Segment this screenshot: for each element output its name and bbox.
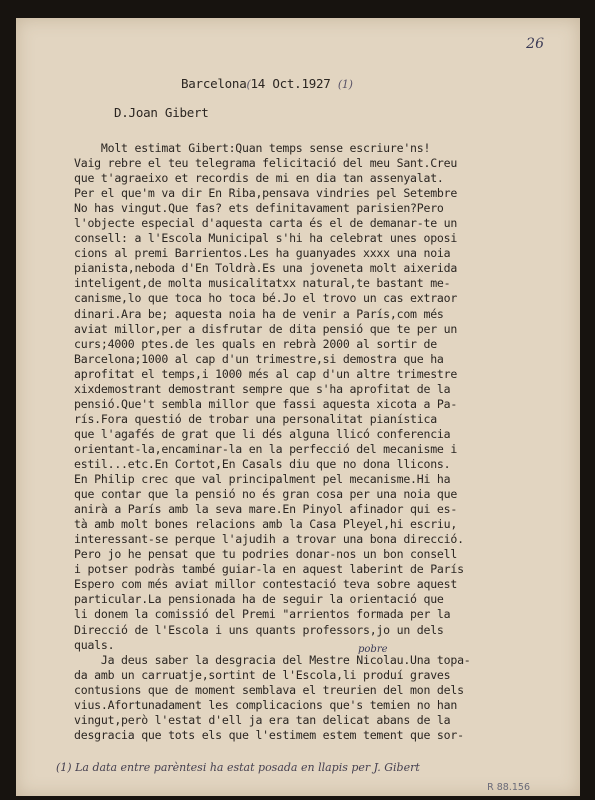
letter-line: que contar que la pensió no és gran cosa per una noia que [74, 487, 458, 502]
letter-line: En Philip crec que val principalment pel mecanisme.Hi ha [74, 472, 451, 487]
letter-line: Molt estimat Gibert:Quan temps sense escriure'ns! [74, 141, 431, 155]
letter-line: pianista,neboda d'En Toldrà.Es una joveneta molt aixerida [74, 261, 458, 276]
dateline-date: 14 Oct.1927 [250, 76, 331, 91]
letter-line: cions al premi Barrientos.Les ha guanyades xxxx una noia [74, 246, 451, 261]
letter-body [74, 141, 471, 743]
letter-line: tà amb molt bones relacions amb la Casa Pleyel,hi escriu, [74, 517, 458, 532]
salutation: D.Joan Gibert [114, 105, 209, 120]
letter-line: contusions que de moment semblava el treurien del mon dels [74, 682, 464, 697]
letter-line: aviat millor,per a disfrutar de dita pensió que te per un [74, 321, 458, 336]
letter-line: quals. [74, 637, 115, 652]
letter-line: Espero com més aviat millor contestació teva sobre aquest [74, 577, 458, 592]
letter-line: Direcció de l'Escola i uns quants professors,jo un dels [74, 622, 444, 637]
letter-line: vingut,però l'estat d'ell ja era tan delicat abans de la [74, 712, 451, 727]
letter-line: l'objecte especial d'aquesta carta és el de demanar-te un [74, 216, 458, 231]
letter-line: rís.Fora questió de trobar una personalitat pianística [74, 411, 437, 426]
letter-line: orientant-la,encaminar-la en la perfecció del mecanisme i [74, 441, 458, 456]
letter-line: Barcelona;1000 al cap d'un trimestre,si demostra que ha [74, 351, 444, 366]
dateline: Barcelona(14 Oct.1927 (1) [181, 76, 353, 91]
handwritten-insert: pobre [358, 644, 388, 655]
letter-line: Vaig rebre el teu telegrama felicitació del meu Sant.Creu [74, 156, 458, 171]
letter-line: interessant-se perque l'ajudih a trovar una bona direcció. [74, 532, 464, 547]
letter-line: No has vingut.Que fas? ets definitavament parisien?Pero [74, 201, 444, 216]
letter-line: particular.La pensionada ha de seguir la orientació que [74, 592, 444, 607]
letter-line: anirà a París amb la seva mare.En Pinyol afinador qui es- [74, 502, 458, 517]
pencil-footnote: (1) La data entre parèntesi ha estat posada en llapis per J. Gibert [56, 761, 420, 774]
letter-line: inteligent,de molta musicalitatxx natural,te bastant me- [74, 276, 451, 291]
letter-line: que l'agafés de grat que li dés alguna llicó conferencia [74, 426, 451, 441]
letter-line: dinari.Ara be; aquesta noia ha de venir a París,com més [74, 306, 444, 321]
letter-line: Per el que'm va dir En Riba,pensava vindries pel Setembre [74, 186, 458, 201]
letter-page [16, 18, 580, 796]
letter-line: li donem la comissió del Premi "arrientos formada per la [74, 607, 451, 622]
letter-line: desgracia que tots els que l'estimem estem tement que sor- [74, 727, 464, 742]
letter-line: Ja deus saber la desgracia del Mestre Nicolau.Una topa- [74, 652, 471, 667]
dateline-place: Barcelona [181, 76, 247, 91]
letter-line: que t'agraeixo et recordis de mi en dia tan assenyalat. [74, 171, 444, 186]
letter-line: da amb un carruatje,sortint de l'Escola,li produí graves [74, 667, 451, 682]
letter-line: Pero jo he pensat que tu podries donar-nos un bon consell [74, 547, 458, 562]
page-number: 26 [526, 36, 544, 52]
letter-line: i potser podràs també guiar-la en aquest laberint de París [74, 562, 464, 577]
letter-line: xixdemostrant demostrant sempre que s'ha aprofitat de la [74, 381, 451, 396]
letter-line: aprofitat el temps,i 1000 més al cap d'un altre trimestre [74, 366, 458, 381]
letter-line: estil...etc.En Cortot,En Casals diu que no dona llicons. [74, 456, 451, 471]
letter-line: pensió.Que't sembla millor que fassi aquesta xicota a Pa- [74, 396, 458, 411]
archive-reference: R 88.156 [487, 782, 530, 793]
letter-line: curs;4000 ptes.de les quals en rebrà 2000 al sortir de [74, 336, 437, 351]
letter-line: consell: a l'Escola Municipal s'hi ha celebrat unes oposi [74, 231, 458, 246]
dateline-pencil-note: (1) [337, 78, 353, 91]
letter-line: vius.Afortunadament les complicacions que's temien no han [74, 697, 458, 712]
letter-line: canisme,lo que toca ho toca bé.Jo el trovo un cas extraor [74, 291, 458, 306]
